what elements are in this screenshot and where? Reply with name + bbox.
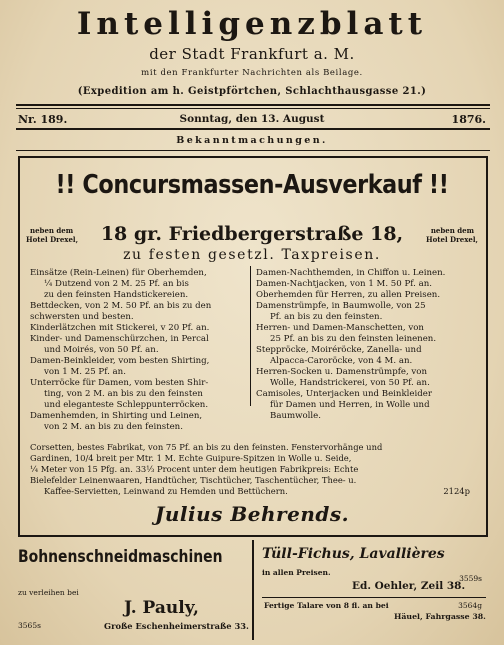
right-item-nachthemden: Damen-Nachthemden, in Chiffon u. Leinen. bbox=[256, 268, 446, 278]
right-item-manschetten: Herren- und Damen-Manschetten, von 25 Pf. an bis zu den feinsten leinenen. bbox=[256, 323, 437, 344]
right-item-socken: Herren-Socken u. Damenstrümpfe, von Wolle, Handstrickerei, von 50 Pf. an. bbox=[256, 367, 430, 388]
column-divider bbox=[250, 266, 251, 406]
ad-right-ref-number-1: 3559s bbox=[459, 574, 482, 583]
masthead-supplement: mit den Frankfurter Nachrichten als Beilage. bbox=[141, 68, 363, 78]
full-line-5: Kaffee-Servietten, Leinwand zu Hemden und Bettüchern. bbox=[44, 486, 288, 496]
issue-number: Nr. 189. bbox=[18, 113, 68, 126]
left-item-kinderschuerzchen: Kinder- und Damenschürzchen, in Percal und Moirés, von 50 Pf. an. bbox=[30, 334, 209, 355]
ad-left-headline: Bohnenschneidmaschinen bbox=[18, 547, 223, 567]
ad-right-name-line: Ed. Oehler, Zeil 38. bbox=[352, 580, 466, 592]
main-ad-headline: !! Concursmassen-Ausverkauf !! bbox=[55, 170, 449, 200]
full-line-2: Gardinen, 10/4 breit per Mtr. 1 M. Echte Guipure-Spitzen in Wolle u. Seide, bbox=[30, 453, 352, 463]
ad-left-rent-note: zu verleihen bei bbox=[18, 588, 79, 597]
right-item-camisoles: Camisoles, Unterjacken und Beinkleider für Damen und Herren, in Wolle und Baumwolle. bbox=[256, 389, 432, 421]
rule-top bbox=[16, 104, 490, 106]
side-note-right-2: Hotel Drexel, bbox=[425, 235, 478, 244]
ad-right-ref-number-2: 3564g bbox=[458, 601, 482, 610]
masthead-title: Intelligenzblatt bbox=[76, 6, 428, 42]
section-heading: Bekanntmachungen. bbox=[176, 135, 328, 146]
ad-left-ref-number: 3565s bbox=[18, 621, 41, 630]
ad-right-price-note: in allen Preisen. bbox=[262, 568, 331, 577]
main-ad-signature: Julius Behrends. bbox=[154, 502, 350, 526]
full-line-3: ¼ Meter von 15 Pfg. an. 33⅓ Procent unter dem heutigen Fabrikpreis: Echte bbox=[30, 464, 359, 474]
rule-issue bbox=[16, 128, 490, 130]
ad-right-address-line: Häuel, Fahrgasse 38. bbox=[394, 612, 486, 621]
left-item-damenhemden: Damenhemden, in Shirting und Leinen, von 2 M. an bis zu den feinsten. bbox=[30, 411, 203, 432]
main-ad-ref-number: 2124p bbox=[443, 486, 470, 496]
right-item-steppröcke: Steppröcke, Moiréröcke, Zanella- und Alpacca-Caroröcke, von 4 M. an. bbox=[256, 345, 422, 366]
ad-left-address: Große Eschenheimerstraße 33. bbox=[104, 621, 249, 631]
left-item-unterroecke: Unterröcke für Damen, vom besten Shir- ting, von 2 M. an bis zu den feinsten und eleganteste Schleppunterröcken. bbox=[30, 378, 209, 410]
left-item-beinkleider: Damen-Beinkleider, vom besten Shirting, von 1 M. 25 Pf. an. bbox=[30, 356, 210, 377]
masthead-subtitle: der Stadt Frankfurt a. M. bbox=[149, 45, 355, 63]
issue-year: 1876. bbox=[451, 113, 486, 126]
ad-right-headline: Tüll-Fichus, Lavallières bbox=[262, 546, 445, 562]
bottom-ads-divider bbox=[252, 540, 254, 640]
ad-right-rule bbox=[262, 597, 486, 598]
full-line-4: Bielefelder Leinenwaaren, Handtücher, Tischtücher, Taschentücher, Thee- u. bbox=[30, 475, 357, 485]
right-item-oberhemden: Oberhemden für Herren, zu allen Preisen. bbox=[256, 290, 441, 300]
main-ad-subline: zu festen gesetzl. Taxpreisen. bbox=[123, 247, 381, 263]
ad-right-talare-line: Fertige Talare von 8 fl. an bei bbox=[264, 601, 389, 610]
side-note-left-2: Hotel Drexel, bbox=[26, 235, 79, 244]
ad-left-name: J. Pauly, bbox=[124, 598, 199, 618]
full-line-1: Corsetten, bestes Fabrikat, von 75 Pf. an bis zu den feinsten. Fenstervorhänge und bbox=[30, 442, 383, 452]
side-note-left-1: neben dem bbox=[30, 226, 74, 235]
side-note-right-1: neben dem bbox=[430, 226, 474, 235]
issue-date: Sonntag, den 13. August bbox=[179, 113, 325, 125]
left-item-kinderlaetzchen: Kinderlätzchen mit Stickerei, v 20 Pf. an. bbox=[30, 323, 210, 333]
left-item-bettdecken: Bettdecken, von 2 M. 50 Pf. an bis zu den schwersten und besten. bbox=[30, 301, 212, 322]
rule-top-thin bbox=[16, 108, 490, 109]
masthead-expedition: (Expedition am h. Geistpförtchen, Schlachthausgasse 21.) bbox=[77, 86, 427, 97]
right-item-nachtjacken: Damen-Nachtjacken, von 1 M. 50 Pf. an. bbox=[256, 279, 432, 289]
rule-section bbox=[16, 150, 490, 151]
main-ad-address: 18 gr. Friedbergerstraße 18, bbox=[100, 223, 404, 245]
left-item-einsaetze: Einsätze (Rein-Leinen) für Oberhemden, ¼ Dutzend von 2 M. 25 Pf. an bis zu den feinsten Handstickereien. bbox=[30, 268, 207, 300]
right-item-damenstruempfe: Damenstrümpfe, in Baumwolle, von 25 Pf. an bis zu den feinsten. bbox=[256, 301, 426, 322]
